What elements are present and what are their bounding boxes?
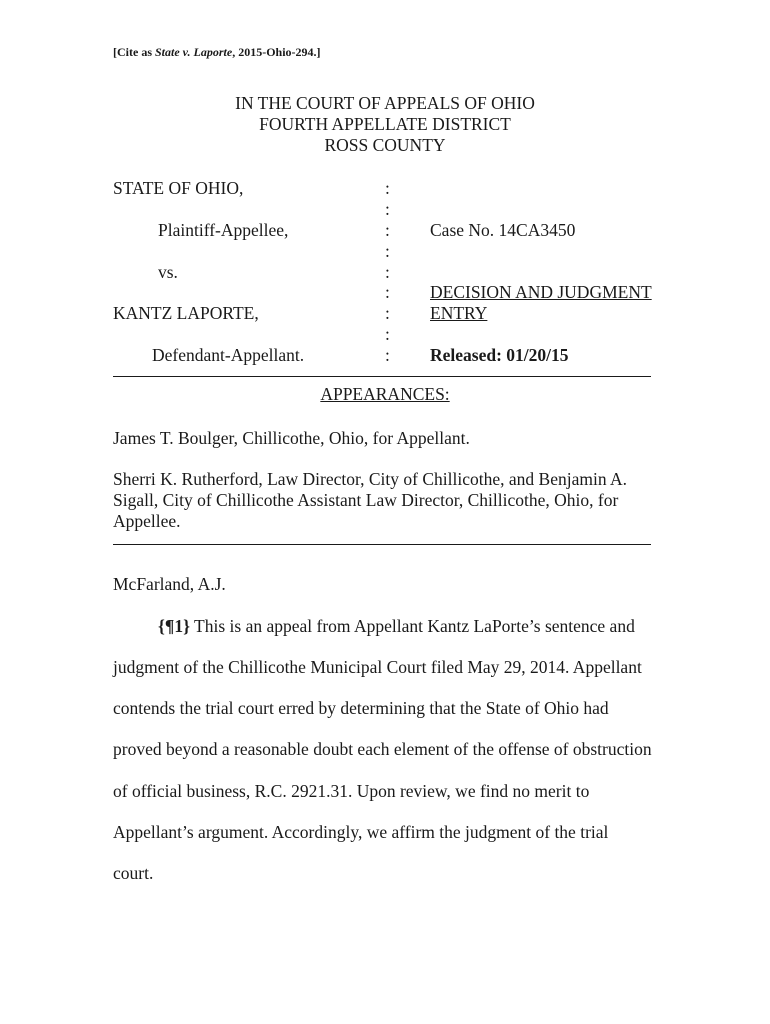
opinion-line: Appellant’s argument. Accordingly, we affirm the judgment of the trial <box>113 822 609 842</box>
defendant-role: Defendant-Appellant. <box>152 345 305 365</box>
opinion-line: contends the trial court erred by determining that the State of Ohio had <box>113 698 609 718</box>
court-name: IN THE COURT OF APPEALS OF OHIO <box>235 93 535 113</box>
citation-prefix: [Cite as <box>113 45 155 59</box>
case-number: Case No. 14CA3450 <box>430 220 576 240</box>
caption-colon: : <box>385 282 390 302</box>
citation-suffix: , 2015-Ohio-294.] <box>232 45 321 59</box>
versus-label: vs. <box>158 262 178 282</box>
decision-title-line1: DECISION AND JUDGMENT <box>430 282 652 302</box>
caption-colon: : <box>385 178 390 198</box>
appearances-heading: APPEARANCES: <box>320 384 450 404</box>
plaintiff-role: Plaintiff-Appellee, <box>158 220 289 240</box>
divider-rule <box>113 376 651 377</box>
decision-title-line2: ENTRY <box>430 303 488 323</box>
caption-colon: : <box>385 303 390 323</box>
opinion-line <box>158 616 635 637</box>
paragraph-marker: {¶1} <box>158 616 190 636</box>
opinion-line: court. <box>113 863 154 883</box>
court-county: ROSS COUNTY <box>324 135 446 155</box>
opinion-author: McFarland, A.J. <box>113 574 226 594</box>
citation-line <box>113 45 321 60</box>
plaintiff-name: STATE OF OHIO, <box>113 178 244 198</box>
defendant-name: KANTZ LAPORTE, <box>113 303 259 323</box>
divider-rule <box>113 544 651 545</box>
court-district: FOURTH APPELLATE DISTRICT <box>259 114 511 134</box>
court-header <box>0 93 770 156</box>
caption-colon: : <box>385 345 390 365</box>
appellant-counsel: James T. Boulger, Chillicothe, Ohio, for Appellant. <box>113 428 470 448</box>
opinion-line: proved beyond a reasonable doubt each element of the offense of obstruction <box>113 739 652 759</box>
caption-colon: : <box>385 324 390 344</box>
caption-colon: : <box>385 262 390 282</box>
opinion-text: This is an appeal from Appellant Kantz LaPorte’s sentence and <box>190 616 635 636</box>
appellee-counsel: Sherri K. Rutherford, Law Director, City of Chillicothe, and Benjamin A. Sigall, City of Chillicothe Assistant Law Director, Chillicothe, Ohio, for Appellee. <box>113 469 627 531</box>
opinion-line: of official business, R.C. 2921.31. Upon review, we find no merit to <box>113 781 590 801</box>
caption-colon: : <box>385 220 390 240</box>
release-date: Released: 01/20/15 <box>430 345 569 365</box>
caption-colon: : <box>385 241 390 261</box>
opinion-line: judgment of the Chillicothe Municipal Court filed May 29, 2014. Appellant <box>113 657 642 677</box>
citation-case-name: State v. Laporte <box>155 45 233 59</box>
caption-colon: : <box>385 199 390 219</box>
